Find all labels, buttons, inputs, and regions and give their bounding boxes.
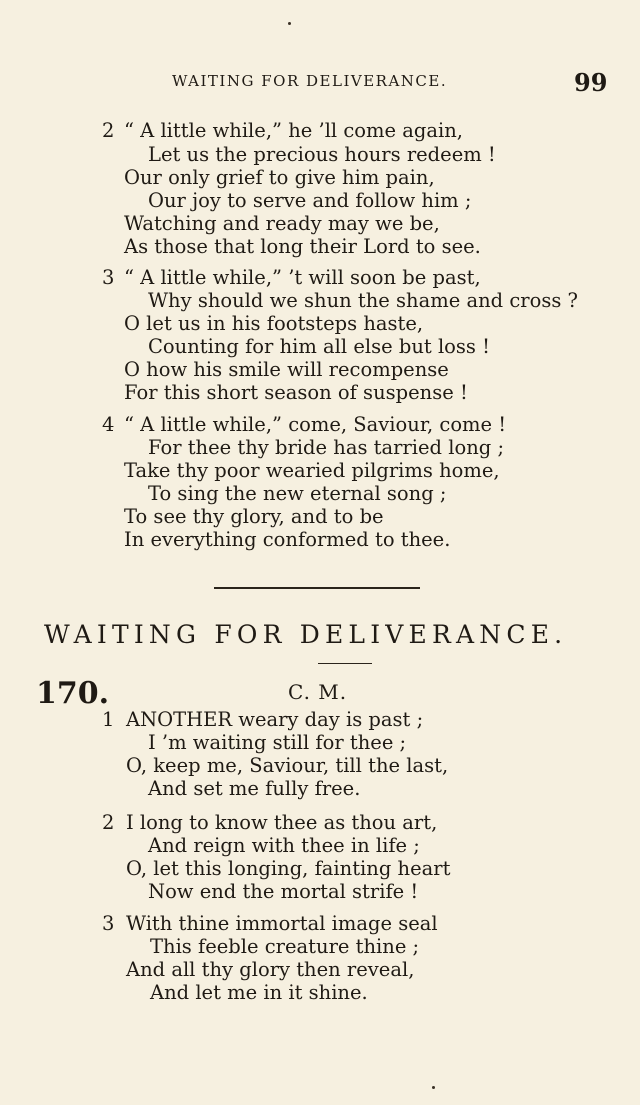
verse-line: Our only grief to give him pain,	[124, 166, 435, 189]
verse-line: Take thy poor wearied pilgrims home,	[124, 459, 500, 482]
verse-line: “ A little while,” he ’ll come again,	[124, 119, 463, 142]
ink-speck	[288, 22, 291, 25]
verse-line: I long to know thee as thou art,	[126, 811, 438, 834]
page-number: 99	[574, 68, 608, 97]
verse-line: O, keep me, Saviour, till the last,	[126, 754, 449, 777]
verse-line: Let us the precious hours redeem !	[148, 143, 496, 166]
stanza-number: 3	[102, 266, 115, 289]
stanza-number: 3	[102, 912, 115, 935]
ink-speck	[432, 1086, 435, 1089]
verse-line: O, let this longing, fainting heart	[126, 857, 451, 880]
verse-line: O let us in his footsteps haste,	[124, 312, 424, 335]
verse-line: Our joy to serve and follow him ;	[148, 189, 472, 212]
verse-line: For this short season of suspense !	[124, 381, 468, 404]
verse-line: Counting for him all else but loss !	[148, 335, 490, 358]
verse-line: With thine immortal image seal	[126, 912, 438, 935]
verse-line: Watching and ready may we be,	[124, 212, 440, 235]
title-underline-rule	[318, 663, 372, 664]
verse-line: To sing the new eternal song ;	[148, 482, 447, 505]
verse-line: ANOTHER weary day is past ;	[126, 708, 424, 731]
section-divider-rule	[214, 587, 420, 589]
verse-line: For thee thy bride has tarried long ;	[148, 436, 505, 459]
hymn-meter: C. M.	[288, 680, 348, 704]
hymn-number: 170.	[36, 676, 110, 711]
verse-line: Why should we shun the shame and cross ?	[148, 289, 578, 312]
verse-line: Now end the mortal strife !	[148, 880, 419, 903]
verse-line: To see thy glory, and to be	[124, 505, 384, 528]
verse-line: In everything conformed to thee.	[124, 528, 451, 551]
verse-line: And reign with thee in life ;	[148, 834, 420, 857]
stanza-number: 2	[102, 119, 115, 142]
verse-line: I ’m waiting still for thee ;	[148, 731, 407, 754]
stanza-number: 2	[102, 811, 115, 834]
verse-line: This feeble creature thine ;	[150, 935, 420, 958]
stanza-number: 4	[102, 413, 115, 436]
verse-line: And all thy glory then reveal,	[126, 958, 415, 981]
stanza-number: 1	[102, 708, 115, 731]
page-header	[0, 70, 640, 100]
section-title: WAITING FOR DELIVERANCE.	[44, 620, 568, 649]
verse-line: O how his smile will recompense	[124, 358, 449, 381]
verse-line: And set me fully free.	[148, 777, 361, 800]
verse-line: As those that long their Lord to see.	[124, 235, 481, 258]
verse-line: “ A little while,” ’t will soon be past,	[124, 266, 481, 289]
verse-line: “ A little while,” come, Saviour, come !	[124, 413, 507, 436]
verse-line: And let me in it shine.	[150, 981, 368, 1004]
running-title: WAITING FOR DELIVERANCE.	[172, 72, 448, 90]
